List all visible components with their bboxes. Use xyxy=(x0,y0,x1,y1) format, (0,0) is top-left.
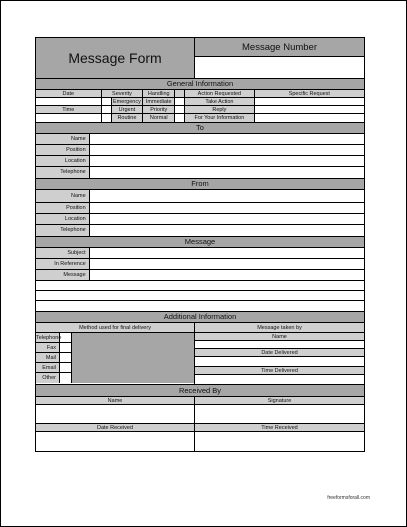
method-other-label: Other xyxy=(36,373,59,383)
message-taken-by-label: Message taken by xyxy=(195,323,364,333)
form-title: Message Form xyxy=(68,50,162,66)
message-field[interactable] xyxy=(90,270,364,280)
method-fax-label: Fax xyxy=(36,343,59,353)
method-telephone-checkbox[interactable] xyxy=(60,333,71,343)
message-line[interactable] xyxy=(36,281,364,291)
in-reference-field[interactable] xyxy=(90,259,364,269)
method-email-label: Email xyxy=(36,363,59,373)
severity-urgent-checkbox[interactable] xyxy=(102,106,112,113)
message-label: Message xyxy=(36,270,90,280)
time-received-field[interactable] xyxy=(195,432,364,451)
time-delivered-field[interactable] xyxy=(195,375,364,384)
handling-normal-checkbox[interactable] xyxy=(175,114,185,122)
message-title: Message xyxy=(36,237,364,248)
to-telephone-label: Telephone xyxy=(36,167,90,178)
footer-credit: freeformsforall.com xyxy=(327,495,370,501)
handling-normal-label: Normal xyxy=(143,114,175,122)
delivery-method-panel xyxy=(36,323,195,384)
received-signature-field[interactable] xyxy=(195,405,364,423)
method-other-checkbox[interactable] xyxy=(60,373,71,383)
method-mail-label: Mail xyxy=(36,353,59,363)
general-information-title: General Information xyxy=(36,79,364,90)
in-reference-label: In Reference xyxy=(36,259,90,269)
handling-column-header: Handling xyxy=(143,90,175,97)
received-name-label: Name xyxy=(36,397,195,404)
from-title: From xyxy=(36,179,364,190)
received-by-title: Received By xyxy=(36,385,364,397)
severity-routine-label: Routine xyxy=(112,114,144,122)
method-mail-checkbox[interactable] xyxy=(60,353,71,363)
form-title-cell xyxy=(36,38,195,78)
to-position-label: Position xyxy=(36,145,90,155)
from-telephone-label: Telephone xyxy=(36,225,90,236)
from-name-field[interactable] xyxy=(90,190,364,202)
message-number-label: Message Number xyxy=(195,38,364,57)
time-field[interactable] xyxy=(36,114,102,122)
from-section xyxy=(35,178,365,236)
handling-immediate-label: Immediate xyxy=(143,98,175,105)
received-signature-label: Signature xyxy=(195,397,364,404)
message-number-field[interactable] xyxy=(195,57,364,77)
subject-label: Subject xyxy=(36,248,90,258)
received-name-field[interactable] xyxy=(36,405,195,423)
from-location-label: Location xyxy=(36,214,90,224)
severity-urgent-label: Urgent xyxy=(112,106,144,113)
message-form xyxy=(35,37,365,452)
from-location-field[interactable] xyxy=(90,214,364,224)
message-number-cell xyxy=(195,38,364,78)
received-by-section xyxy=(35,384,365,452)
to-position-field[interactable] xyxy=(90,145,364,155)
form-header xyxy=(35,37,365,78)
from-position-label: Position xyxy=(36,203,90,213)
severity-column-header: Severity xyxy=(102,90,144,97)
method-email-checkbox[interactable] xyxy=(60,363,71,373)
to-location-label: Location xyxy=(36,156,90,166)
date-received-label: Date Received xyxy=(36,424,195,431)
time-label: Time xyxy=(36,106,102,113)
specific-request-column-header: Specific Request xyxy=(255,90,364,97)
action-fyi-label: For Your Information xyxy=(185,114,255,122)
additional-information-section xyxy=(35,311,365,384)
handling-priority-label: Priority xyxy=(143,106,175,113)
date-column-header: Date xyxy=(36,90,102,97)
date-received-field[interactable] xyxy=(36,432,195,451)
delivery-notes-area xyxy=(72,333,194,383)
message-line[interactable] xyxy=(36,301,364,311)
message-section xyxy=(35,236,365,311)
from-telephone-field[interactable] xyxy=(90,225,364,236)
to-title: To xyxy=(36,123,364,134)
to-location-field[interactable] xyxy=(90,156,364,166)
severity-emergency-checkbox[interactable] xyxy=(102,98,112,105)
action-reply-label: Reply xyxy=(185,106,255,113)
action-take-action-label: Take Action xyxy=(185,98,255,105)
method-telephone-label: Telephone xyxy=(36,335,62,341)
handling-immediate-checkbox[interactable] xyxy=(175,98,185,105)
taken-name-field[interactable] xyxy=(195,341,364,349)
from-position-field[interactable] xyxy=(90,203,364,213)
time-received-label: Time Received xyxy=(195,424,364,431)
date-field[interactable] xyxy=(36,98,102,105)
date-delivered-field[interactable] xyxy=(195,357,364,367)
severity-emergency-label: Emergency xyxy=(112,98,144,105)
date-delivered-label: Date Delivered xyxy=(195,349,364,357)
to-name-field[interactable] xyxy=(90,134,364,144)
message-line[interactable] xyxy=(36,291,364,301)
to-section xyxy=(35,122,365,178)
handling-priority-checkbox[interactable] xyxy=(175,106,185,113)
delivery-method-label: Method used for final delivery xyxy=(36,323,194,333)
action-column-header: Action Requested xyxy=(185,90,255,97)
to-telephone-field[interactable] xyxy=(90,167,364,178)
message-taken-by-panel xyxy=(195,323,364,384)
to-name-label: Name xyxy=(36,134,90,144)
additional-information-title: Additional Information xyxy=(36,312,364,323)
general-information-section xyxy=(35,78,365,122)
taken-name-label: Name xyxy=(195,333,364,341)
from-name-label: Name xyxy=(36,190,90,202)
severity-routine-checkbox[interactable] xyxy=(102,114,112,122)
specific-request-field[interactable] xyxy=(255,98,364,105)
method-fax-checkbox[interactable] xyxy=(60,343,71,353)
time-delivered-label: Time Delivered xyxy=(195,367,364,375)
subject-field[interactable] xyxy=(90,248,364,258)
